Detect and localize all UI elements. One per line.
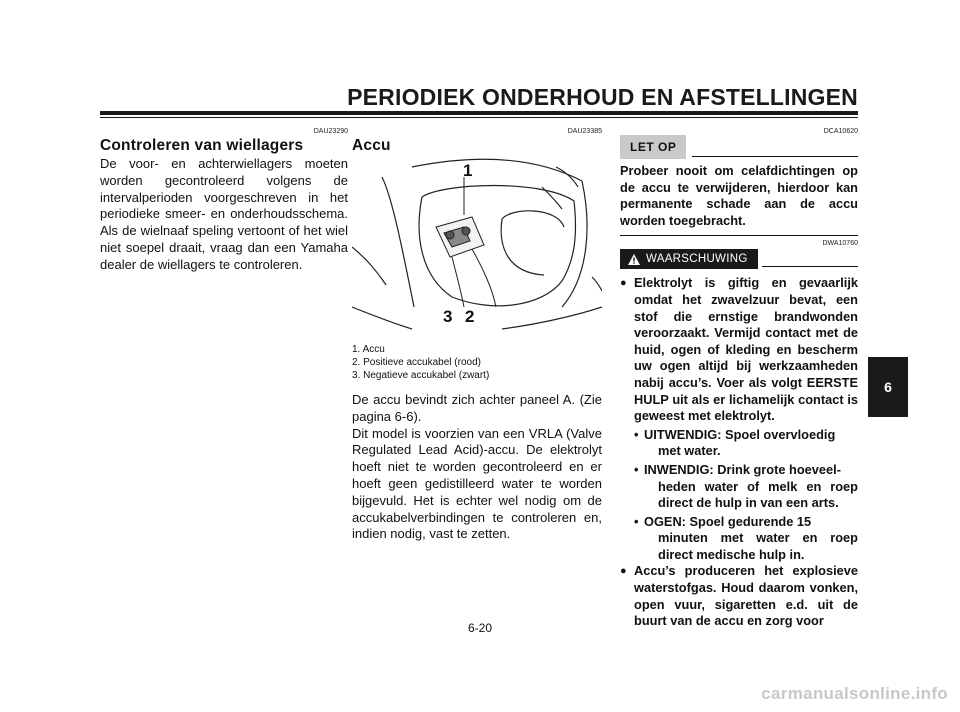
bullet-icon: ● — [620, 565, 627, 578]
sub-list-item-text — [644, 427, 858, 460]
warning-badge — [620, 249, 758, 269]
paragraph: De accu bevindt zich achter paneel A. (Zie pagina 6-6). — [352, 392, 602, 424]
sub-item-first-line: OGEN: Spoel gedurende 15 — [644, 513, 812, 529]
notice-header — [620, 135, 858, 159]
doc-code: DAU23385 — [567, 128, 602, 135]
sub-list-item — [634, 462, 858, 512]
header-rule-thin — [100, 117, 858, 118]
section-title: Accu — [352, 137, 391, 154]
doc-code: DCA10620 — [823, 128, 858, 135]
watermark[interactable]: carmanualsonline.info — [761, 684, 948, 703]
battery-illustration — [352, 157, 602, 333]
bullet-icon: ● — [620, 277, 627, 290]
warning-triangle-icon — [628, 254, 640, 265]
sub-bullet-icon: • — [634, 513, 639, 529]
sub-bullet-icon: • — [634, 461, 639, 477]
warning-header — [620, 249, 858, 269]
warning-label: WAARSCHUWING — [646, 253, 748, 266]
section-warnings — [620, 128, 858, 630]
separator-rule — [620, 235, 858, 236]
warning-rule — [762, 266, 858, 267]
body-text — [352, 392, 602, 543]
battery-drawing — [352, 157, 602, 333]
figure-label-1: 1 — [463, 161, 473, 180]
header-rule — [100, 111, 858, 115]
sub-item-continuation: met water. — [658, 443, 721, 459]
sub-item-first-line: INWENDIG: Drink grote hoeveel- — [644, 461, 841, 477]
sub-list-item-text — [644, 514, 858, 564]
doc-code: DAU23290 — [313, 128, 348, 135]
figure-captions — [352, 343, 602, 382]
paragraph: Dit model is voorzien van een VRLA (Valve Regulated Lead Acid)-accu. De elektrolyt hoeft niet te worden gecontroleerd en er hoeft geen gedistilleerd water te worden bijgevuld. Het is echter wel nodig om de accukabelverbindingen te controleren en, indien nodig, vast te zetten. — [352, 425, 602, 542]
sub-item-continuation: minuten met water en roep direct medische hulp in. — [658, 530, 858, 562]
sub-list-item — [634, 514, 858, 564]
list-item — [620, 275, 858, 424]
caption-item: 3. Negatieve accukabel (zwart) — [352, 370, 490, 381]
page-number: 6-20 — [467, 621, 493, 635]
caption-item: 2. Positieve accukabel (rood) — [352, 357, 481, 368]
notice-badge: LET OP — [620, 135, 686, 159]
caption-item: 1. Accu — [352, 344, 385, 355]
warning-list — [620, 275, 858, 629]
figure-label-3: 3 — [443, 307, 453, 326]
sub-item-continuation: heden water of melk en roep direct de hulp in van een arts. — [658, 478, 858, 511]
section-battery — [352, 128, 602, 543]
section-title: Controleren van wiellagers — [100, 137, 304, 154]
sub-item-first-line: UITWENDIG: Spoel overvloedig — [644, 426, 836, 442]
sub-list-item — [634, 427, 858, 460]
sub-list-item-text — [644, 462, 858, 512]
page-header-title: PERIODIEK ONDERHOUD EN AFSTELLINGEN — [347, 84, 858, 110]
figure-label-2: 2 — [465, 307, 475, 326]
notice-text: Probeer nooit om celafdichtingen op de accu te verwijderen, hierdoor kan permanente schade aan de accu worden toegebracht. — [620, 163, 858, 228]
section-wheel-bearings — [100, 128, 348, 274]
paragraph: De voor- en achterwiellagers moeten worden gecontroleerd volgens de intervalperioden voorgeschreven in het periodieke smeer- en onderhoudsschema. Als de wielnaaf speling vertoont of het wiel niet soepel draait, vraag dan een Yamaha dealer de wiellagers te controleren. — [100, 156, 348, 272]
list-item — [620, 563, 858, 629]
doc-code: DWA10760 — [822, 240, 858, 248]
body-text — [100, 156, 348, 274]
notice-rule — [692, 156, 858, 157]
list-item-text: Accu’s produceren het explosieve waterstofgas. Houd daarom vonken, open vuur, sigaretten e.d. uit de buurt van de accu en zorg voor — [634, 563, 858, 629]
list-item-text: Elektrolyt is giftig en gevaarlijk omdat het zwavelzuur bevat, een stof die ernstige brandwonden veroorzaakt. Vermijd contact met de huid, ogen of kleding en bescherm uw ogen altijd bij werkzaamheden nabij accu’s. Voer als volgt EERSTE HULP uit als er lichamelijk contact is geweest met elektrolyt. — [634, 275, 858, 424]
chapter-tab[interactable]: 6 — [868, 357, 908, 417]
sub-bullet-icon: • — [634, 426, 639, 442]
